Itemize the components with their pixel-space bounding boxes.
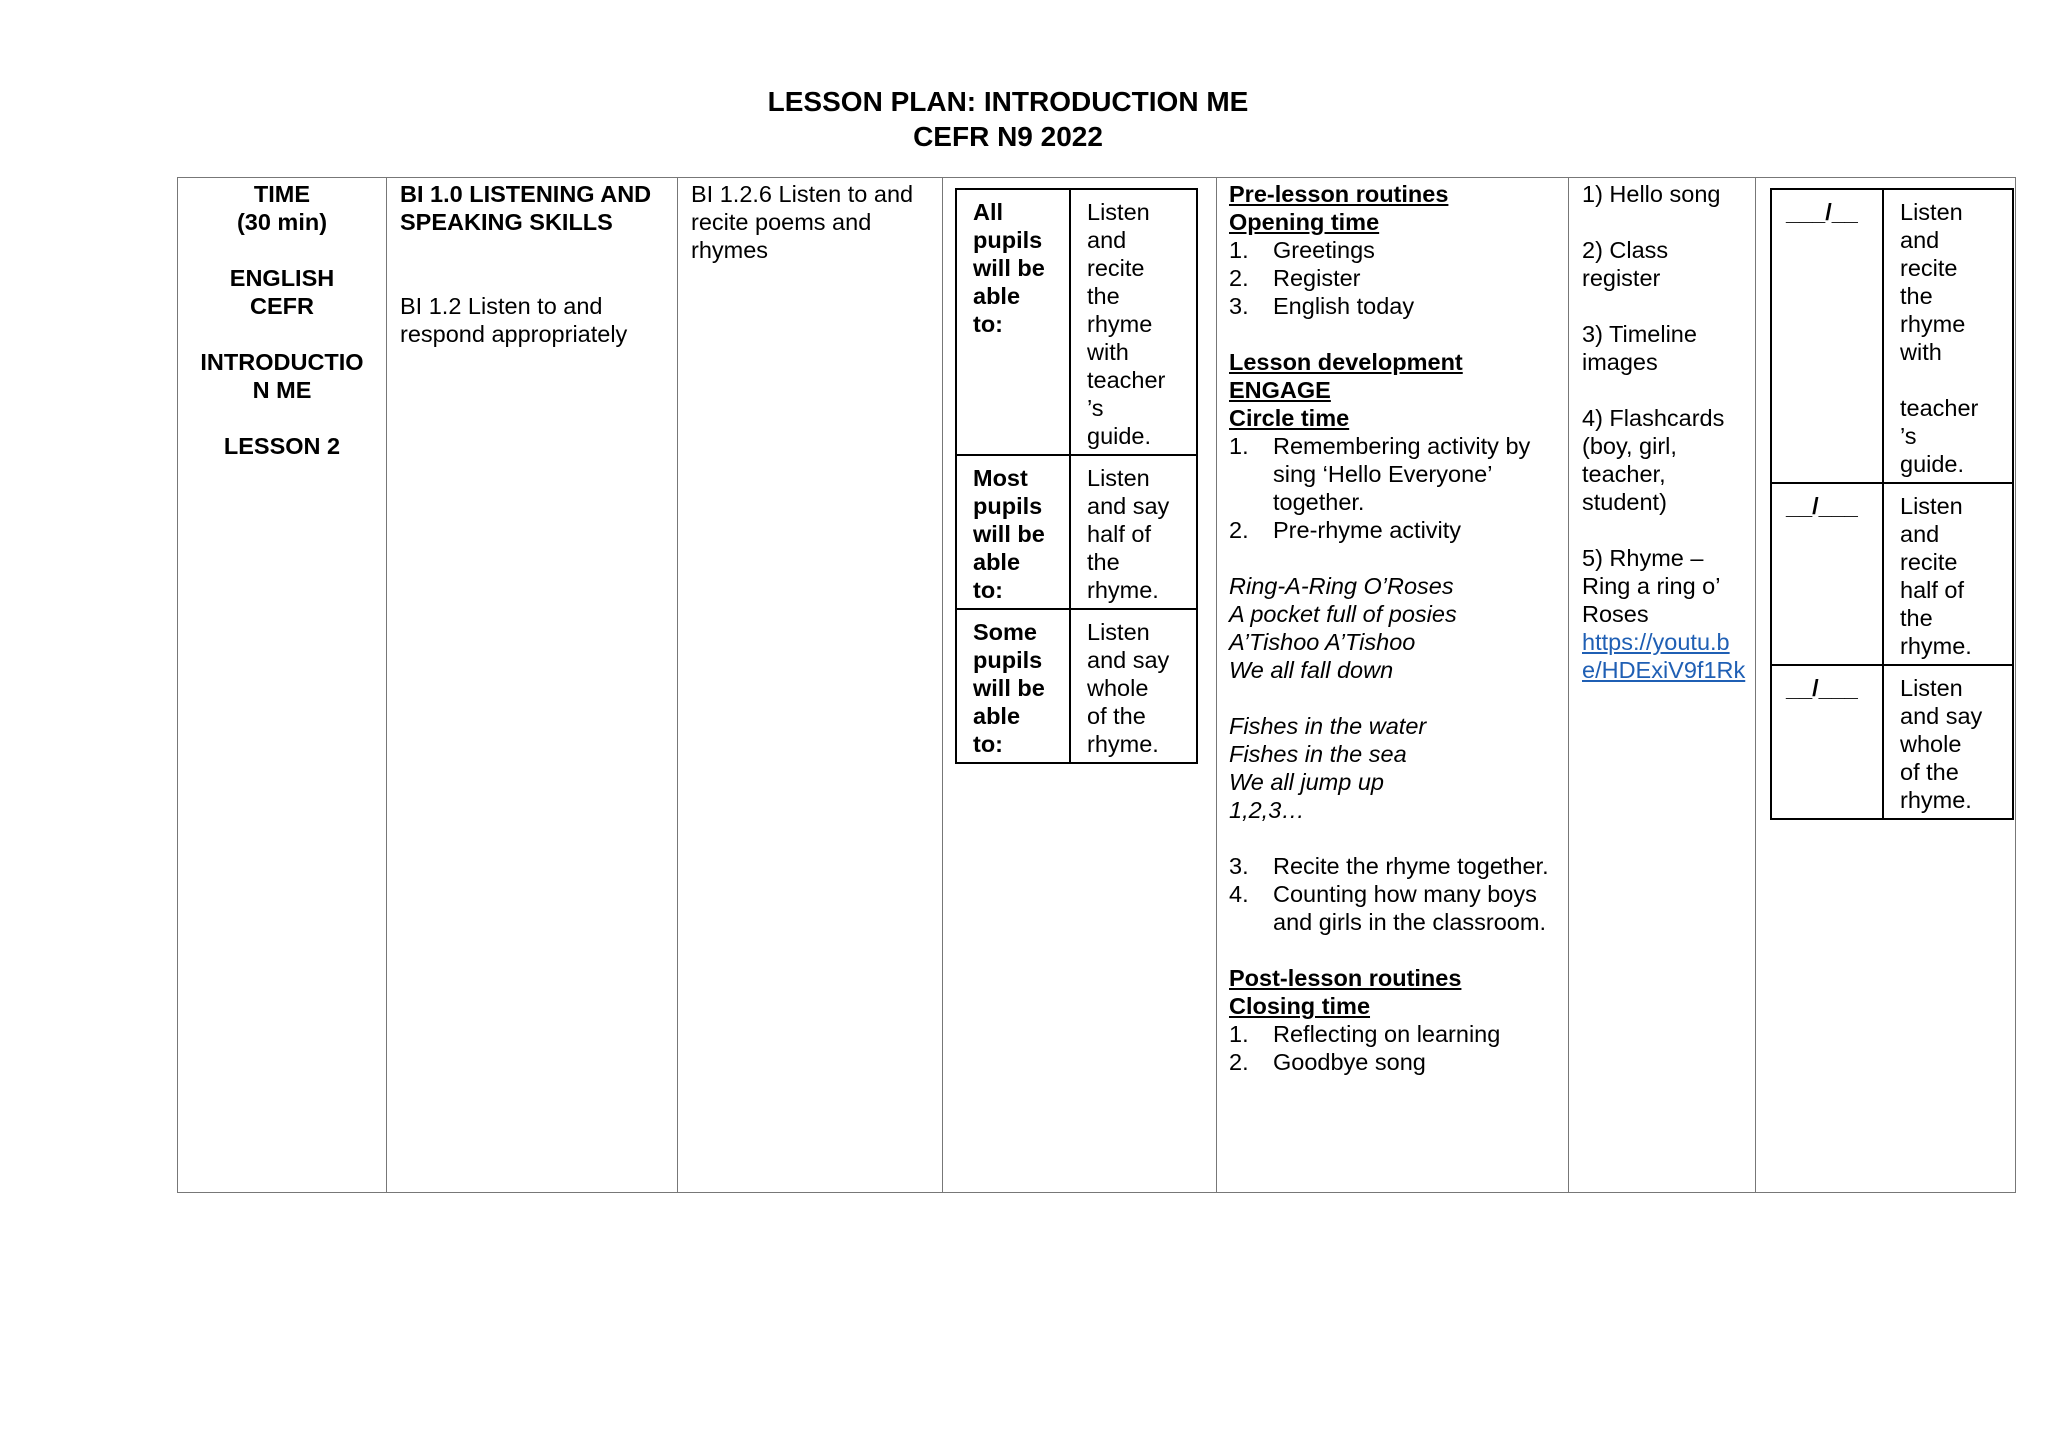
learning-standard-column (678, 178, 943, 1192)
learning-standard-line-2: recite poems and (691, 209, 872, 235)
objective-group: Some pupils will be able to: (956, 609, 1070, 763)
score-blank: ___/__ (1771, 189, 1883, 483)
topic-line-1: INTRODUCTIO (200, 349, 364, 375)
assessment-text: Listen and say whole of the rhyme. (1883, 665, 2013, 819)
objective-group: Most pupils will be able to: (956, 455, 1070, 609)
rhyme-video-link[interactable]: https://youtu.be/HDExiV9f1Rk (1582, 629, 1746, 683)
activities-column (1217, 178, 1569, 1192)
objective-row (956, 189, 1197, 455)
list-item: 1. Greetings (1229, 237, 1375, 263)
subject-line-2: CEFR (250, 293, 314, 319)
duration-label: (30 min) (236, 209, 328, 235)
assessment-text: Listen and recite half of the rhyme. (1883, 483, 2013, 665)
objective-text: Listen and recite the rhyme with teacher ’s guide. (1070, 189, 1197, 455)
list-item: 1. Reflecting on learning (1229, 1021, 1501, 1047)
material-item: 5) Rhyme – (1582, 545, 1704, 571)
list-item: 3. English today (1229, 293, 1415, 319)
topic-line-2: N ME (252, 377, 312, 403)
assessment-row (1771, 189, 2013, 483)
closing-time-heading: Closing time (1229, 993, 1371, 1019)
material-item: 3) Timeline (1582, 321, 1697, 347)
list-item: 2. Register (1229, 265, 1361, 291)
page-header (0, 84, 2016, 154)
time-label: TIME (253, 181, 311, 207)
lesson-plan-table (177, 177, 2016, 1193)
content-standard-line-1: BI 1.2 Listen to and (400, 293, 603, 319)
objective-row (956, 455, 1197, 609)
list-item: 2. Goodbye song (1229, 1049, 1426, 1075)
list-item: 3. Recite the rhyme together. (1229, 853, 1549, 879)
material-item: (boy, girl, (1582, 433, 1677, 459)
assessment-row (1771, 665, 2013, 819)
post-lesson-heading: Post-lesson routines (1229, 965, 1462, 991)
assessment-column (1756, 178, 2017, 1192)
lesson-development-heading: Lesson development (1229, 349, 1463, 375)
list-item: 2. Pre-rhyme activity (1229, 517, 1462, 543)
circle-time-heading: Circle time (1229, 405, 1350, 431)
rhyme-line: We all jump up (1229, 769, 1384, 795)
pre-lesson-heading: Pre-lesson routines (1229, 181, 1449, 207)
assessment-row (1771, 483, 2013, 665)
material-item: 1) Hello song (1582, 181, 1721, 207)
objectives-table (955, 188, 1198, 764)
objective-group: All pupils will be able to: (956, 189, 1070, 455)
assessment-table (1770, 188, 2014, 820)
material-item: Roses (1582, 601, 1649, 627)
content-standard-line-2: respond appropriately (400, 321, 628, 347)
list-item: 1. Remembering activity by sing ‘Hello Everyone’ together. (1229, 433, 1531, 515)
objective-text: Listen and say half of the rhyme. (1070, 455, 1197, 609)
opening-time-heading: Opening time (1229, 209, 1380, 235)
rhyme-line: Fishes in the sea (1229, 741, 1407, 767)
time-column (178, 178, 387, 1192)
material-item: images (1582, 349, 1658, 375)
lesson-number: LESSON 2 (223, 433, 341, 459)
objectives-column (943, 178, 1217, 1192)
engage-heading: ENGAGE (1229, 377, 1331, 403)
score-blank: __/___ (1771, 665, 1883, 819)
material-item: 2) Class (1582, 237, 1669, 263)
list-item: 4. Counting how many boys and girls in the classroom. (1229, 881, 1546, 935)
score-blank: __/___ (1771, 483, 1883, 665)
skills-column (387, 178, 678, 1192)
objective-text: Listen and say whole of the rhyme. (1070, 609, 1197, 763)
subject-line-1: ENGLISH (229, 265, 335, 291)
rhyme-line: 1,2,3… (1229, 797, 1305, 823)
materials-column (1569, 178, 1756, 1192)
rhyme-line: Ring-A-Ring O’Roses (1229, 573, 1454, 599)
material-item: student) (1582, 489, 1667, 515)
page-title: LESSON PLAN: INTRODUCTION ME (767, 86, 1249, 117)
rhyme-line: We all fall down (1229, 657, 1394, 683)
material-item: teacher, (1582, 461, 1666, 487)
material-item: register (1582, 265, 1661, 291)
material-item: Ring a ring o’ (1582, 573, 1721, 599)
learning-standard-line-3: rhymes (691, 237, 769, 263)
objective-row (956, 609, 1197, 763)
learning-standard-line-1: BI 1.2.6 Listen to and (691, 181, 914, 207)
skill-line-2: SPEAKING SKILLS (400, 209, 613, 235)
skill-line-1: BI 1.0 LISTENING AND (400, 181, 652, 207)
rhyme-line: A’Tishoo A’Tishoo (1229, 629, 1416, 655)
material-item: 4) Flashcards (1582, 405, 1725, 431)
page-subtitle: CEFR N9 2022 (913, 121, 1103, 152)
rhyme-line: Fishes in the water (1229, 713, 1427, 739)
rhyme-line: A pocket full of posies (1229, 601, 1457, 627)
assessment-text: Listen and recite the rhyme with teacher ’s guide. (1883, 189, 2013, 483)
